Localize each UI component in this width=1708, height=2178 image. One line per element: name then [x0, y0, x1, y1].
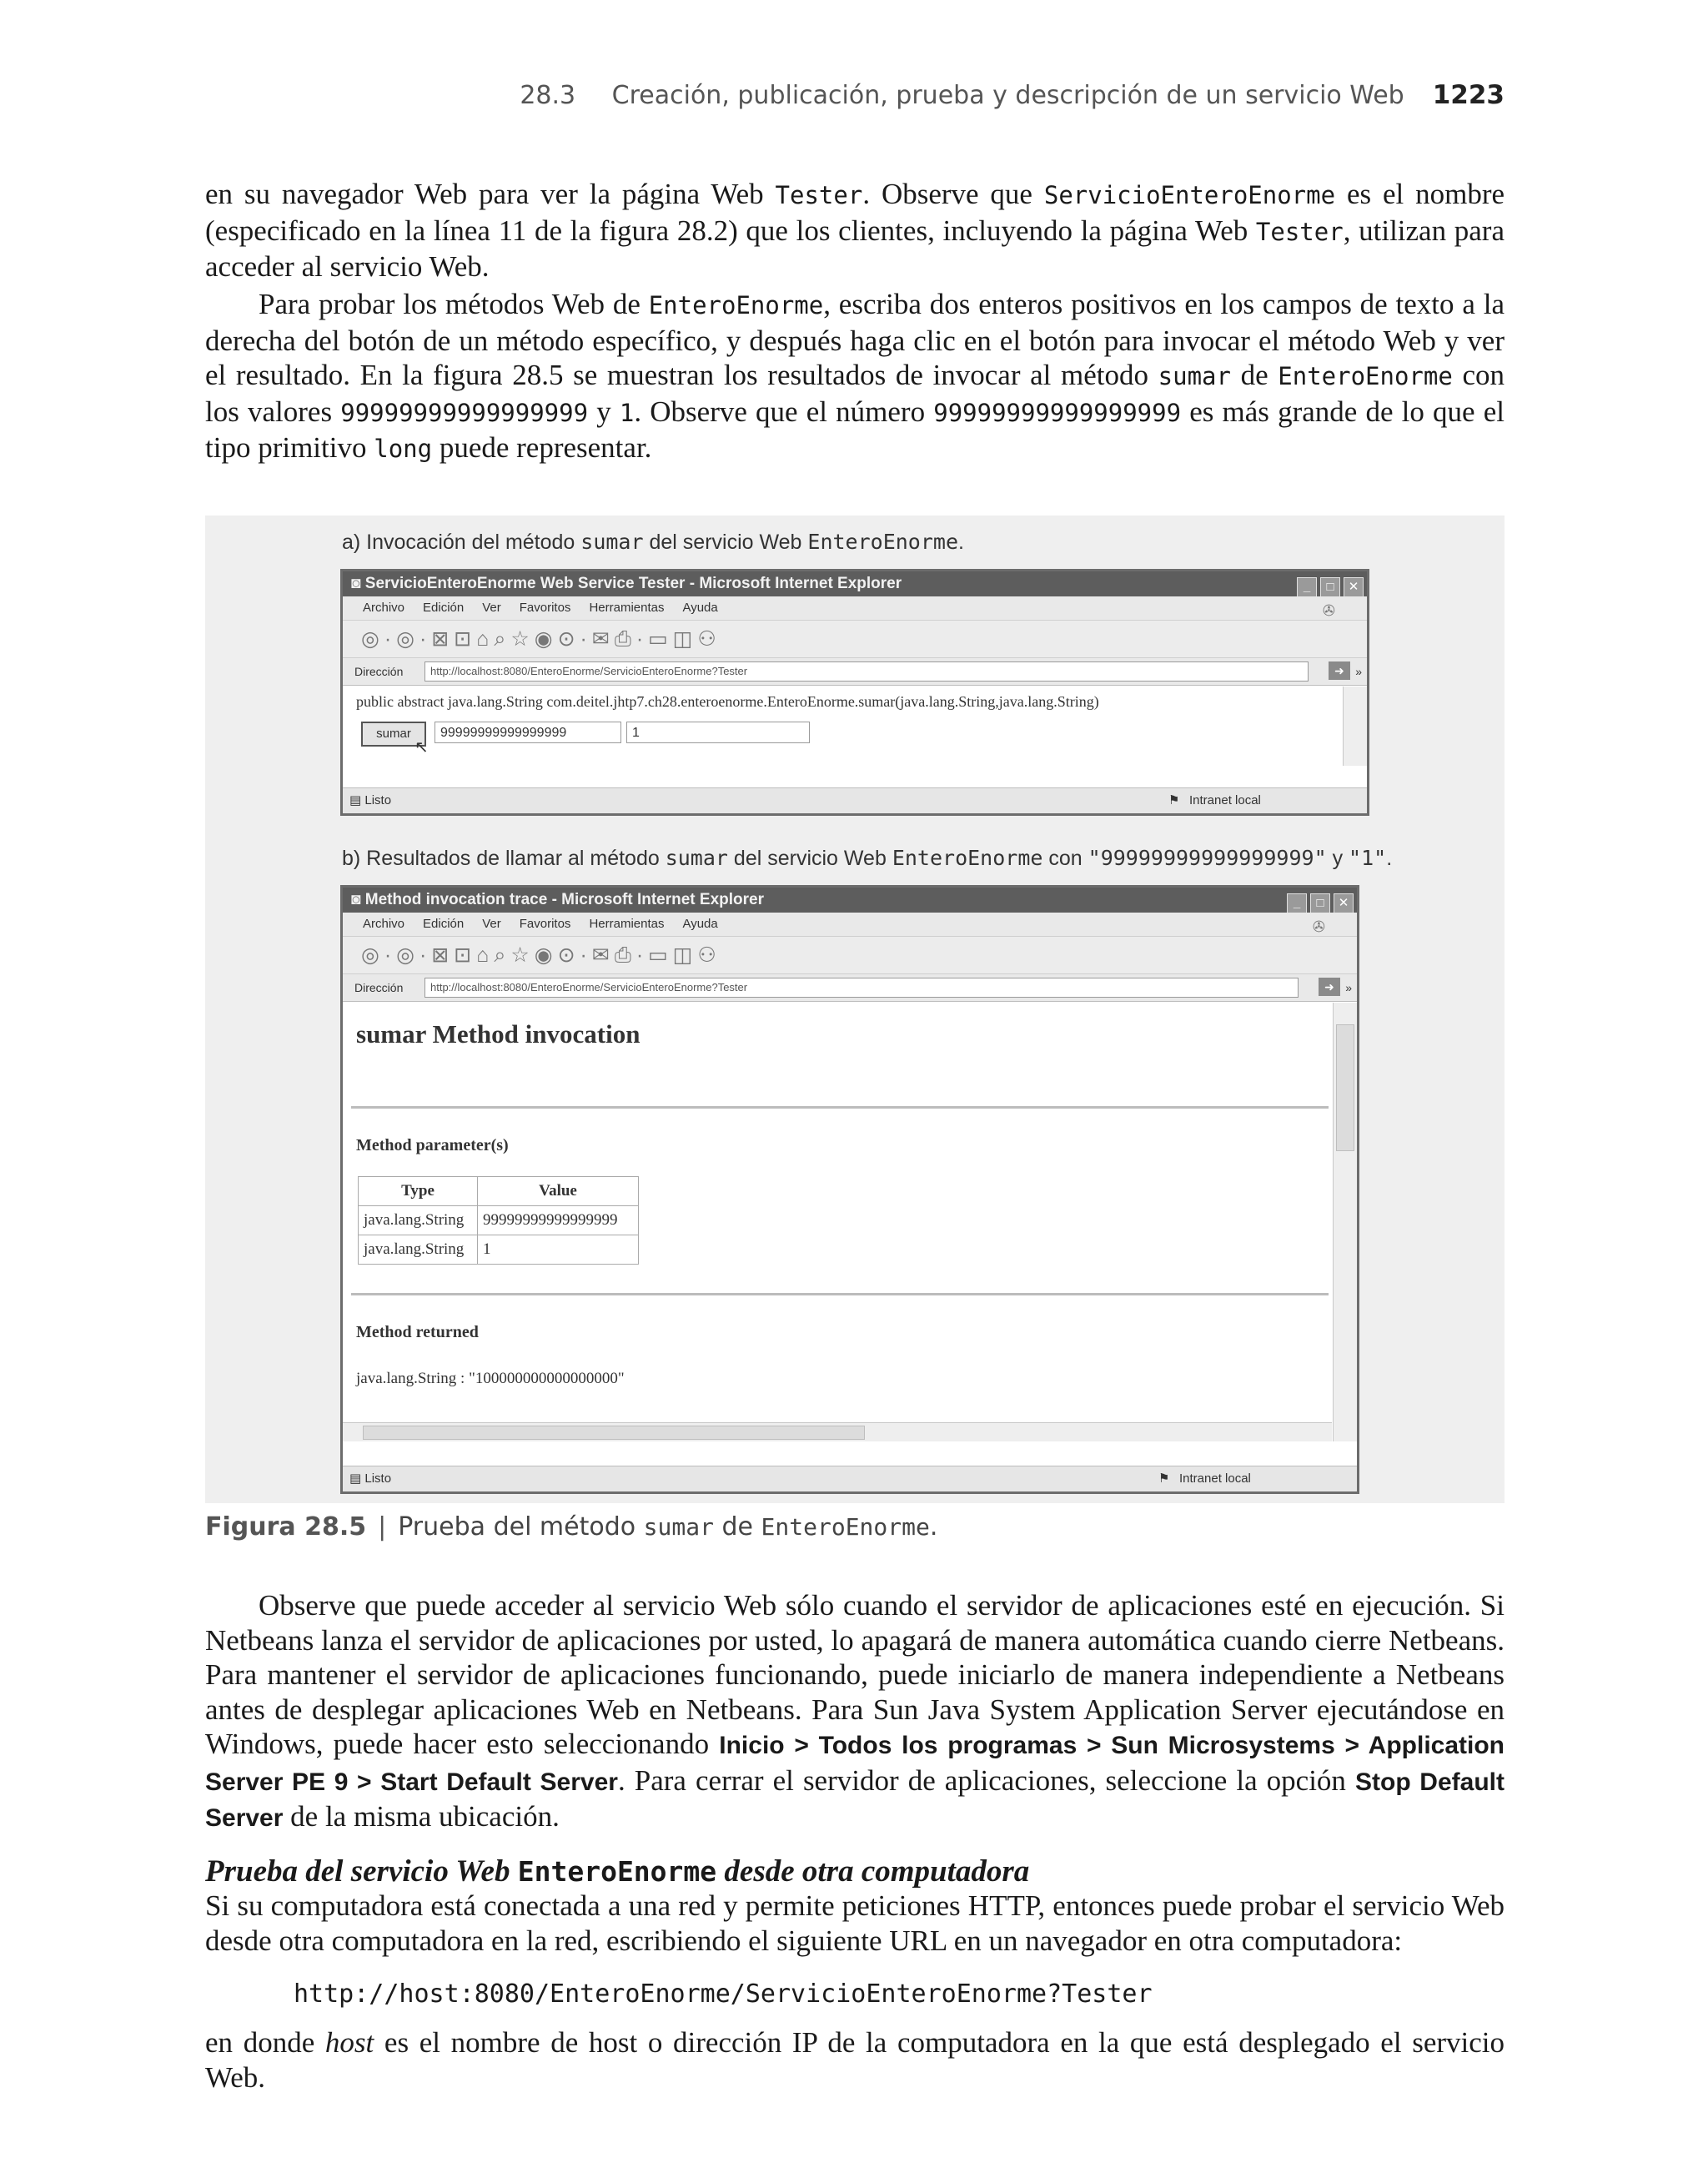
maximize-icon[interactable]: □ — [1320, 577, 1340, 597]
divider — [351, 1106, 1329, 1109]
table-cell: java.lang.String — [359, 1206, 478, 1235]
menu-bar — [343, 913, 1357, 937]
toolbar: ◎·◎·⊠⊡⌂⌕☆◉⊙·✉⎙·▭◫⚇ — [343, 937, 1357, 974]
menu-edicion[interactable]: Edición — [423, 601, 465, 615]
scroll-thumb[interactable] — [363, 1426, 865, 1440]
divider — [351, 1293, 1329, 1295]
page-content — [343, 687, 1342, 766]
toolbar: ◎·◎·⊠⊡⌂⌕☆◉⊙·✉⎙·▭◫⚇ — [343, 621, 1367, 658]
text-run: y — [588, 395, 620, 428]
text-run: Para probar los métodos Web de — [259, 288, 649, 320]
search-icon[interactable]: ⌕ — [494, 943, 511, 967]
address-bar — [343, 658, 1367, 686]
table-row — [359, 1206, 639, 1235]
text-run: Si su computadora está conectada a una red y permite peticiones HTTP, entonces puede probar el servicio Web desde otra computadora en la red, escribiendo el siguiente URL en un navegador en otra computadora: — [205, 1889, 1505, 1957]
paragraph-3 — [205, 1588, 1505, 1836]
search-icon[interactable]: ⌕ — [494, 627, 511, 651]
discuss-icon[interactable]: ◫ — [672, 943, 698, 967]
text-run: es más grande de lo que el tipo primitivo — [205, 395, 1505, 464]
intranet-icon: ⚑ — [1168, 793, 1180, 807]
running-head — [205, 80, 1505, 110]
links-chevron[interactable]: » — [1345, 981, 1352, 994]
text-run: en su navegador Web para ver la página Web — [205, 178, 776, 210]
code-long: long — [374, 435, 433, 463]
print-icon[interactable]: ⎙ — [614, 627, 636, 651]
params-table — [358, 1176, 639, 1265]
code-entero: EnteroEnorme — [1278, 362, 1453, 390]
code-number: 99999999999999999 — [340, 398, 589, 427]
page-number: 1223 — [1432, 80, 1505, 110]
media-icon[interactable]: ◉ — [534, 627, 558, 651]
forward-icon[interactable]: ◎ — [396, 627, 419, 651]
code-number: 99999999999999999 — [933, 398, 1182, 427]
page-heading: sumar Method invocation — [356, 1019, 640, 1049]
params-table-wrap — [358, 1176, 639, 1265]
menu-ayuda[interactable]: Ayuda — [682, 601, 718, 615]
menu-herramientas[interactable]: Herramientas — [589, 917, 665, 931]
history-icon[interactable]: ⊙ — [557, 627, 580, 651]
favorites-icon[interactable]: ☆ — [510, 627, 535, 651]
windows-logo-icon: ✇ — [1312, 918, 1325, 935]
section-subheading: Prueba del servicio Web EnteroEnorme desde otra computadora — [205, 1854, 1030, 1889]
menu-bar — [343, 596, 1367, 621]
table-cell: 99999999999999999 — [478, 1206, 639, 1235]
figure-caption: Figura 28.5 | Prueba del método sumar de EnteroEnorme. — [205, 1512, 938, 1542]
section-number: 28.3 — [520, 81, 576, 110]
browser-window-trace — [340, 885, 1359, 1494]
go-icon[interactable]: ➜ — [1329, 661, 1350, 680]
address-input[interactable]: http://localhost:8080/EnteroEnorme/ServicioEnteroEnorme?Tester — [424, 978, 1299, 998]
text-run: es el nombre (especificado en la línea 11 de la figura 28.2) que los clientes, incluyendo la página Web — [205, 178, 1505, 247]
forward-icon[interactable]: ◎ — [396, 943, 419, 967]
intranet-icon: ⚑ — [1158, 1471, 1170, 1486]
text-run: . Para cerrar el servidor de aplicaciones, seleccione la opción — [617, 1763, 1355, 1797]
subcaption-b: b) Resultados de llamar al método sumar del servicio Web EnteroEnorme con "99999999999999999" y "1". — [342, 846, 1393, 870]
method-signature: public abstract java.lang.String com.deitel.jhtp7.ch28.enteroenorme.EnteroEnorme.sumar(java.lang.String,java.lang.String) — [356, 693, 1099, 710]
home-icon[interactable]: ⌂ — [476, 627, 495, 651]
menu-favoritos[interactable]: Favoritos — [519, 601, 571, 615]
code-one: 1 — [619, 398, 635, 427]
paragraph-5 — [205, 2025, 1505, 2095]
caption-label: Figura 28.5 — [205, 1512, 367, 1542]
print-icon[interactable]: ⎙ — [614, 943, 636, 967]
text-run: , utilizan para acceder al servicio Web. — [205, 214, 1505, 283]
refresh-icon[interactable]: ⊡ — [454, 627, 477, 651]
returned-heading: Method returned — [356, 1323, 479, 1341]
ie-icon: ◙ — [351, 575, 365, 592]
code-tester: Tester — [775, 181, 863, 209]
zone-text: Intranet local — [1179, 1471, 1251, 1486]
page-content — [343, 1003, 1332, 1441]
horizontal-scrollbar[interactable] — [343, 1422, 1332, 1441]
discuss-icon[interactable]: ◫ — [672, 627, 698, 651]
mail-icon[interactable]: ✉ — [591, 943, 615, 967]
favorites-icon[interactable]: ☆ — [510, 943, 535, 967]
params-heading: Method parameter(s) — [356, 1136, 509, 1154]
history-icon[interactable]: ⊙ — [557, 943, 580, 967]
window-titlebar — [343, 571, 1367, 596]
ie-icon: ◙ — [351, 891, 365, 908]
table-header-type: Type — [359, 1177, 478, 1206]
text-run: puede representar. — [432, 431, 652, 464]
links-chevron[interactable]: » — [1355, 665, 1362, 678]
window-title: ServicioEnteroEnorme Web Service Tester - Microsoft Internet Explorer — [364, 575, 902, 592]
mail-icon[interactable]: ✉ — [591, 627, 615, 651]
browser-window-tester — [340, 569, 1369, 816]
status-bar — [343, 1466, 1357, 1491]
menu-path: Inicio > Todos los programas > Sun Microsystems > Application Server PE 9 > Start Default Server — [205, 1732, 1505, 1796]
arg1-input[interactable]: 99999999999999999 — [435, 722, 621, 743]
table-cell: 1 — [478, 1235, 639, 1265]
menu-favoritos[interactable]: Favoritos — [519, 917, 571, 931]
messenger-icon[interactable]: ⚇ — [697, 943, 721, 967]
menu-edicion[interactable]: Edición — [423, 917, 465, 931]
table-row — [359, 1235, 639, 1265]
page-icon: ▤ — [349, 793, 362, 807]
back-icon[interactable]: ◎ — [361, 943, 384, 967]
menu-herramientas[interactable]: Herramientas — [589, 601, 665, 615]
menu-option: Stop Default Server — [205, 1768, 1505, 1832]
minimize-icon[interactable]: _ — [1297, 577, 1317, 597]
text-run: con los valores — [205, 359, 1505, 428]
messenger-icon[interactable]: ⚇ — [697, 627, 721, 651]
status-text: Listo — [364, 1471, 392, 1486]
arg2-input[interactable]: 1 — [626, 722, 810, 743]
text-run: Observe que puede acceder al servicio Web sólo cuando el servidor de aplicaciones esté en ejecución. Si Netbeans lanza el servidor de aplicaciones por usted, lo apagará de manera automática cuando cierre Netbeans. Para mantener el servidor de aplicaciones funcionando, puede iniciarlo de manera independiente a Netbeans antes de desplegar aplicaciones Web en Netbeans. Para Sun Java System Application Server ejecutándose en Windows, puede hacer esto seleccionando — [205, 1589, 1505, 1760]
status-text: Listo — [364, 793, 392, 807]
zone-text: Intranet local — [1189, 793, 1261, 807]
vertical-scrollbar[interactable] — [1333, 1003, 1357, 1441]
table-header-row — [359, 1177, 639, 1206]
vertical-scrollbar[interactable] — [1343, 687, 1367, 766]
window-titlebar — [343, 888, 1357, 913]
section-title: Creación, publicación, prueba y descripción de un servicio Web — [611, 81, 1404, 110]
paragraph-4 — [205, 1889, 1505, 1958]
returned-value: java.lang.String : "100000000000000000" — [356, 1370, 625, 1387]
italic-host: host — [324, 2026, 374, 2059]
address-label: Dirección — [354, 981, 404, 994]
caption-separator: | — [378, 1512, 387, 1542]
close-icon[interactable]: ✕ — [1344, 577, 1364, 597]
minimize-icon[interactable]: _ — [1287, 893, 1307, 913]
close-icon[interactable]: ✕ — [1334, 893, 1354, 913]
table-cell: java.lang.String — [359, 1235, 478, 1265]
menu-archivo[interactable]: Archivo — [363, 917, 405, 931]
window-title: Method invocation trace - Microsoft Internet Explorer — [364, 891, 764, 908]
status-bar — [343, 787, 1367, 813]
menu-ayuda[interactable]: Ayuda — [682, 917, 718, 931]
code-tester: Tester — [1255, 217, 1344, 246]
code-sumar: sumar — [1158, 362, 1231, 390]
stop-icon[interactable]: ⊠ — [431, 943, 455, 967]
subcaption-a: a) Invocación del método sumar del servicio Web EnteroEnorme. — [342, 530, 964, 554]
code-entero: EnteroEnorme — [648, 291, 824, 319]
text-run: es el nombre de host o dirección IP de la computadora en la que está desplegado el servicio Web. — [205, 2026, 1505, 2094]
menu-archivo[interactable]: Archivo — [363, 601, 405, 615]
edit-icon[interactable]: ▭ — [648, 943, 673, 967]
scroll-thumb[interactable] — [1336, 1024, 1354, 1151]
page-icon: ▤ — [349, 1471, 362, 1486]
mouse-cursor-icon: ↖ — [414, 738, 429, 757]
paragraph-2 — [205, 287, 1505, 467]
home-icon[interactable]: ⌂ — [476, 943, 495, 967]
refresh-icon[interactable]: ⊡ — [454, 943, 477, 967]
paragraph-1 — [205, 177, 1505, 284]
address-input[interactable]: http://localhost:8080/EnteroEnorme/ServicioEnteroEnorme?Tester — [424, 661, 1309, 682]
text-run: de — [1230, 359, 1278, 391]
text-run: de la misma ubicación. — [283, 1800, 560, 1833]
code-servicio: ServicioEnteroEnorme — [1043, 181, 1336, 209]
menu-ver[interactable]: Ver — [482, 601, 501, 615]
go-icon[interactable]: ➜ — [1319, 978, 1340, 996]
windows-logo-icon: ✇ — [1322, 602, 1335, 619]
text-run: , escriba dos enteros positivos en los campos de texto a la derecha del botón de un método específico, y después haga clic en el botón para invocar el método Web y ver el resultado. En la figura 28.5 se muestran los resultados de invocar al método — [205, 288, 1505, 391]
text-run: . Observe que el número — [634, 395, 934, 428]
maximize-icon[interactable]: □ — [1310, 893, 1330, 913]
table-header-value: Value — [478, 1177, 639, 1206]
address-bar — [343, 974, 1357, 1002]
text-run: en donde — [205, 2026, 325, 2059]
stop-icon[interactable]: ⊠ — [431, 627, 455, 651]
edit-icon[interactable]: ▭ — [648, 627, 673, 651]
media-icon[interactable]: ◉ — [534, 943, 558, 967]
back-icon[interactable]: ◎ — [361, 627, 384, 651]
text-run: . Observe que — [862, 178, 1044, 210]
url-code-line: http://host:8080/EnteroEnorme/ServicioEnteroEnorme?Tester — [294, 1979, 1153, 2009]
figure-28-5 — [205, 516, 1505, 1503]
menu-ver[interactable]: Ver — [482, 917, 501, 931]
address-label: Dirección — [354, 665, 404, 678]
sumar-button[interactable]: sumar — [361, 722, 426, 747]
